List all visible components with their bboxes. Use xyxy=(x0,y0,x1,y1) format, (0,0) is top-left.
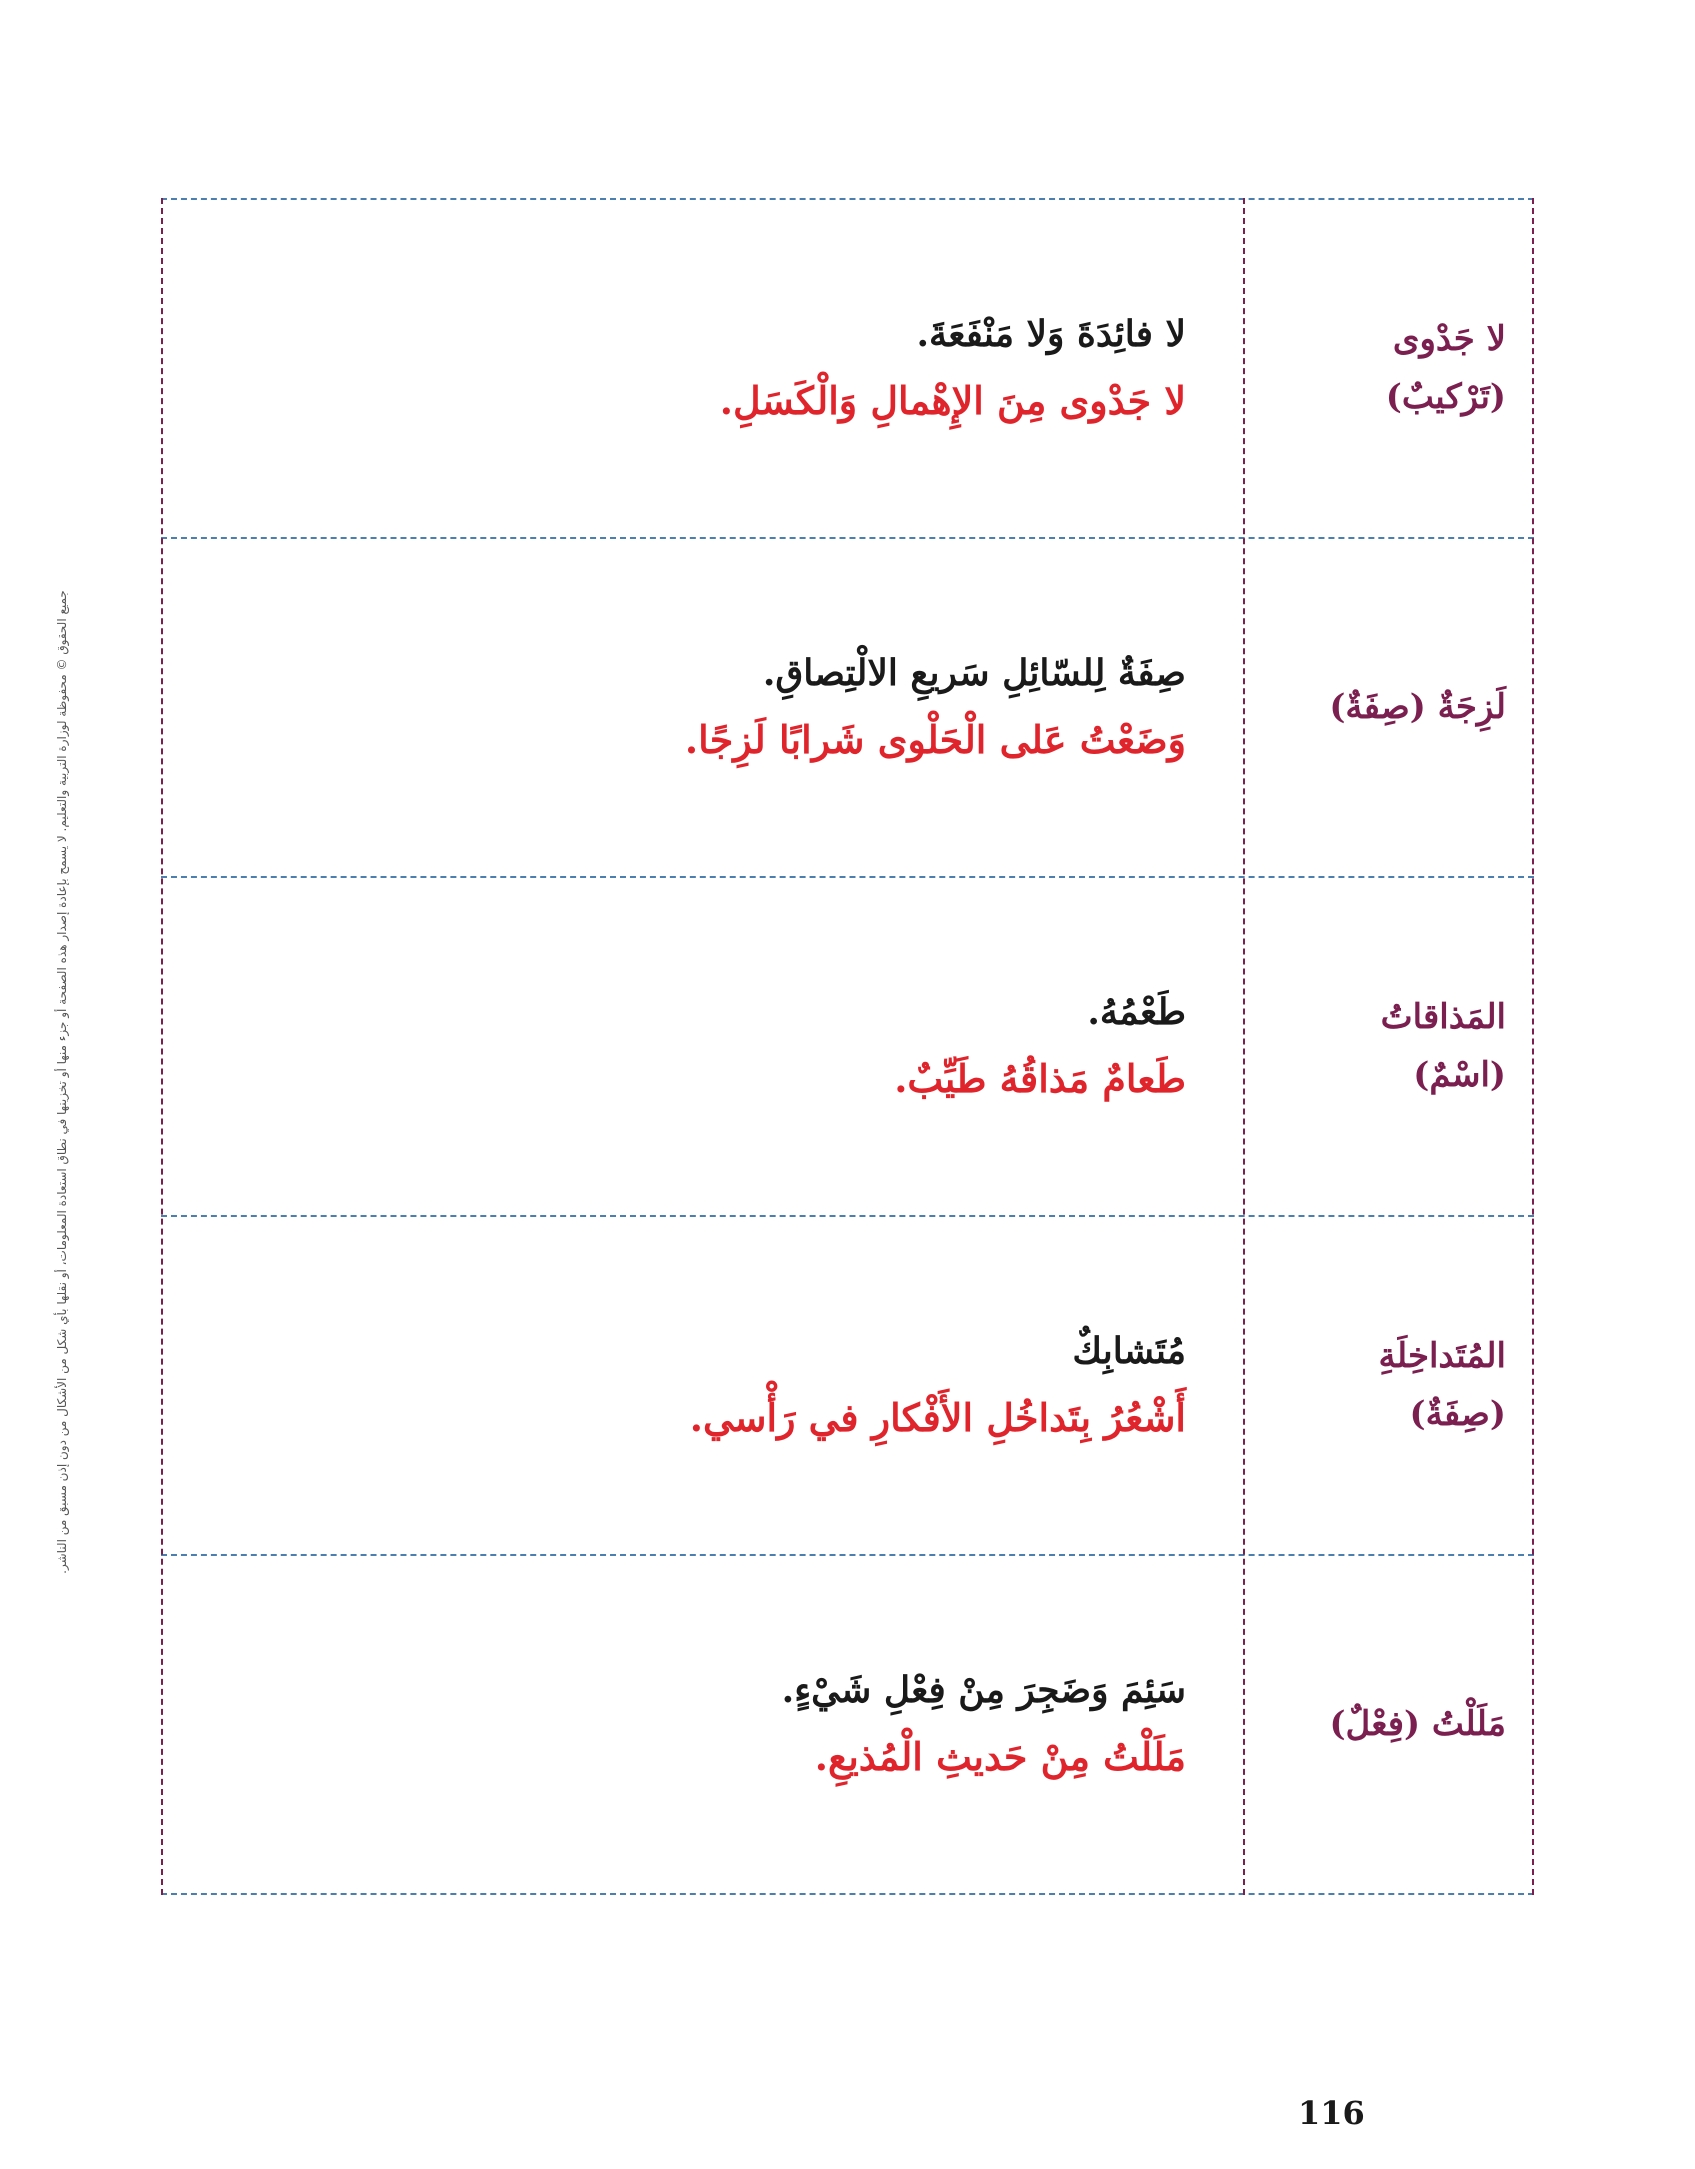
page-number: 116 xyxy=(1298,2094,1365,2132)
term-meaning: طَعْمُهُ. xyxy=(1087,990,1186,1033)
vocab-term: المُتَداخِلَةِ xyxy=(1378,1335,1506,1376)
example-sentence: مَلَلْتُ مِنْ حَديثِ الْمُذيعِ. xyxy=(814,1733,1186,1779)
definition-cell xyxy=(161,878,1244,1215)
example-sentence: أَشْعُرُ بِتَداخُلِ الأَفْكارِ في رَأْسي. xyxy=(689,1394,1186,1440)
term-cell xyxy=(1244,1556,1534,1893)
term-cell xyxy=(1244,878,1534,1215)
vocab-term: المَذاقاتُ xyxy=(1380,996,1506,1037)
part-of-speech: (اسْمٌ) xyxy=(1413,1054,1506,1095)
term-cell xyxy=(1244,1217,1534,1554)
copyright-notice: جميع الحقوق © محفوظة لوزارة التربية والتعليم. لا يسمح بإعادة إصدار هذه الصفحة أو جزء منها أو تخزينها في نطاق استعادة المعلومات، أو نقلها بأي شكل من الأشكال من دون إذن مسبق من الناشر. xyxy=(55,590,69,1574)
vocabulary-table xyxy=(161,198,1534,1895)
vocab-row xyxy=(161,198,1534,537)
part-of-speech: (صِفَةٌ) xyxy=(1409,1393,1506,1434)
table-border-left xyxy=(161,198,163,1895)
term-meaning: سَئِمَ وَضَجِرَ مِنْ فِعْلِ شَيْءٍ. xyxy=(781,1668,1186,1711)
vocab-term: مَلَلْتُ (فِعْلٌ) xyxy=(1329,1703,1506,1744)
term-meaning: مُتَشابِكٌ xyxy=(1072,1329,1186,1372)
table-border-right xyxy=(1532,198,1534,1895)
term-meaning: لا فائِدَةَ وَلا مَنْفَعَةَ. xyxy=(916,312,1186,355)
vocab-row xyxy=(161,876,1534,1215)
part-of-speech: (تَرْكيبٌ) xyxy=(1385,376,1506,417)
definition-cell xyxy=(161,539,1244,876)
vocab-row xyxy=(161,537,1534,876)
column-divider xyxy=(1243,198,1245,1895)
definition-cell xyxy=(161,200,1244,537)
example-sentence: وَضَعْتُ عَلى الْحَلْوى شَرابًا لَزِجًا. xyxy=(684,716,1186,762)
vocab-term: لا جَدْوى xyxy=(1392,318,1506,359)
example-sentence: طَعامٌ مَذاقُهُ طَيِّبٌ. xyxy=(894,1055,1186,1101)
vocab-row xyxy=(161,1215,1534,1554)
definition-cell xyxy=(161,1217,1244,1554)
vocab-row xyxy=(161,1554,1534,1895)
term-cell xyxy=(1244,200,1534,537)
definition-cell xyxy=(161,1556,1244,1893)
example-sentence: لا جَدْوى مِنَ الإِهْمالِ وَالْكَسَلِ. xyxy=(719,377,1186,423)
term-cell xyxy=(1244,539,1534,876)
term-meaning: صِفَةٌ لِلسّائِلِ سَريعِ الالْتِصاقِ. xyxy=(762,651,1186,694)
vocab-term: لَزِجَةٌ (صِفَةٌ) xyxy=(1329,686,1506,727)
